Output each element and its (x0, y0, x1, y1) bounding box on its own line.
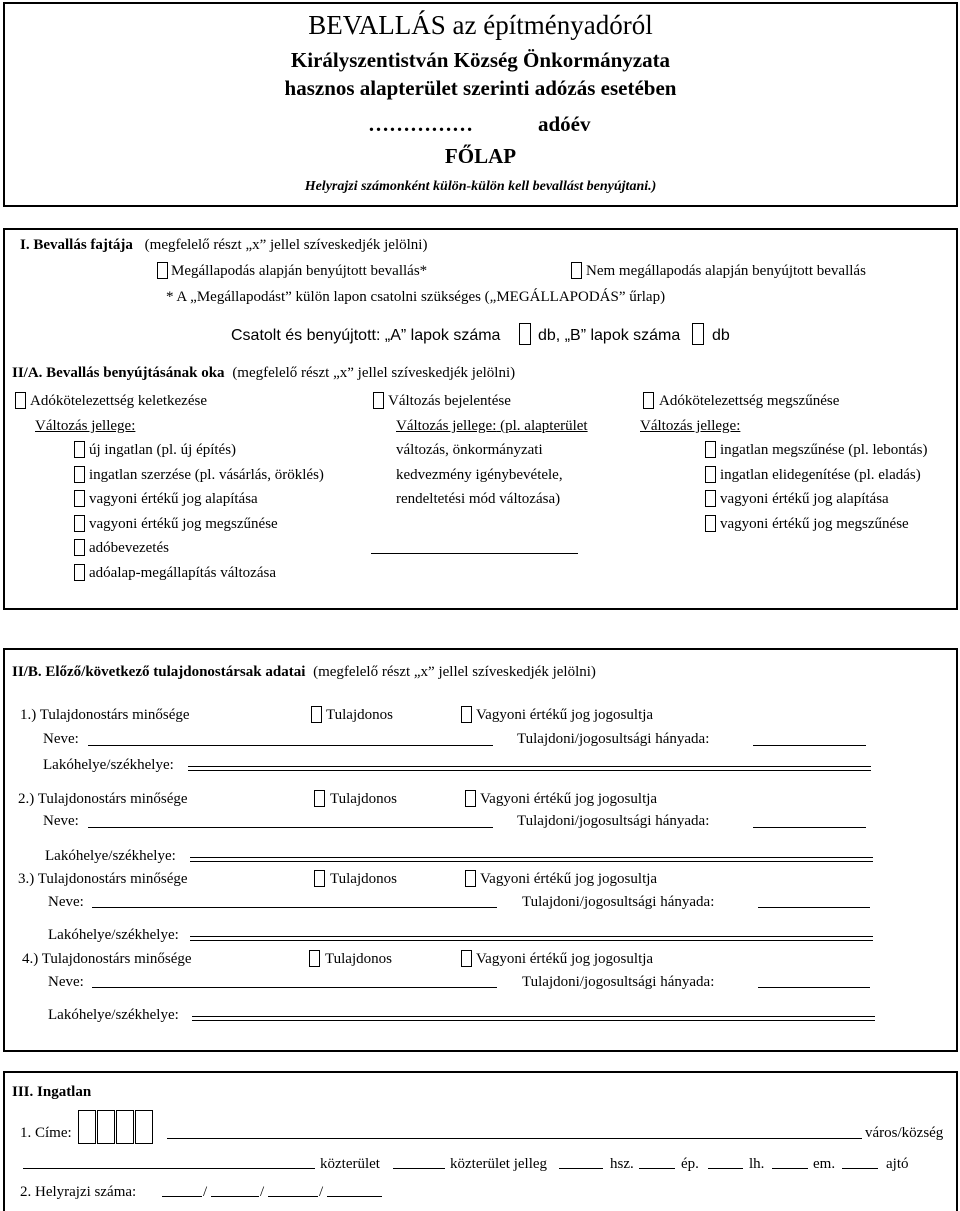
tax-introduction-label: adóbevezetés (89, 540, 169, 556)
lot-separator-3: / (319, 1184, 324, 1200)
change-report-checkbox[interactable] (373, 392, 384, 409)
section2a-heading (12, 364, 515, 382)
owner4-right-holder-label: Vagyoni értékű jog jogosultja (476, 951, 654, 967)
lot-part-2[interactable] (211, 1196, 259, 1197)
owner3-owner-checkbox[interactable] (314, 870, 325, 887)
owner2-label: 2.) Tulajdonostárs minősége (18, 791, 188, 807)
col3-right-establishment-label: vagyoni értékű jog alapítása (720, 491, 889, 507)
door-field[interactable] (842, 1168, 878, 1169)
lot-part-3[interactable] (268, 1196, 318, 1197)
building-label: ép. (681, 1156, 699, 1172)
b-sheets-count-box[interactable] (692, 323, 704, 345)
owner3-label: 3.) Tulajdonostárs minősége (18, 871, 188, 887)
tax-year-dots: …………… (368, 112, 473, 136)
col2-fill-line[interactable] (371, 553, 578, 554)
owner1-address-field[interactable] (188, 766, 871, 771)
owner3-right-holder-label: Vagyoni értékű jog jogosultja (480, 871, 658, 887)
building-field[interactable] (639, 1168, 675, 1169)
right-termination-label: vagyoni értékű jog megszűnése (89, 516, 278, 532)
property-sale-checkbox[interactable] (705, 466, 716, 483)
owner3-right-holder-checkbox[interactable] (465, 870, 476, 887)
owner2-name-label: Neve: (43, 813, 79, 829)
owner4-owner-label: Tulajdonos (325, 951, 392, 967)
col2-change-type-label: Változás jellege: (396, 418, 497, 434)
a-sheets-count-box[interactable] (519, 323, 531, 345)
attached-db-label: db (712, 327, 730, 344)
right-establishment-label: vagyoni értékű jog alapítása (89, 491, 258, 507)
lot-separator-2: / (260, 1184, 265, 1200)
agreement-option-label: Megállapodás alapján benyújtott bevallás* (171, 263, 428, 279)
owner4-address-field[interactable] (192, 1016, 875, 1021)
lot-part-4[interactable] (327, 1196, 382, 1197)
owner3-address-label: Lakóhelye/székhelye: (48, 927, 179, 943)
house-number-field[interactable] (559, 1168, 603, 1169)
zip-digit-1[interactable] (78, 1110, 96, 1144)
col3-right-establishment-checkbox[interactable] (705, 490, 716, 507)
owner4-name-label: Neve: (48, 974, 84, 990)
non-agreement-checkbox[interactable] (571, 262, 582, 279)
floor-field[interactable] (772, 1168, 808, 1169)
agreement-footnote: * A „Megállapodást” külön lapon csatolni szükséges („MEGÁLLAPODÁS” űrlap) (166, 289, 666, 305)
address-label: 1. Címe: (20, 1125, 72, 1141)
city-label: város/község (865, 1125, 944, 1141)
street-label: közterület (320, 1156, 380, 1172)
owner2-share-label: Tulajdoni/jogosultsági hányada: (517, 813, 710, 829)
owner2-address-label: Lakóhelye/székhelye: (45, 848, 176, 864)
owner4-name-field[interactable] (92, 987, 497, 988)
owner3-share-field[interactable] (758, 907, 870, 908)
property-demolition-checkbox[interactable] (705, 441, 716, 458)
owner4-address-label: Lakóhelye/székhelye: (48, 1007, 179, 1023)
attached-a-label: Csatolt és benyújtott: „A” lapok száma (231, 327, 501, 344)
owner1-name-label: Neve: (43, 731, 79, 747)
col3-right-termination-label: vagyoni értékű jog megszűnése (720, 516, 909, 532)
lot-number-label: 2. Helyrajzi száma: (20, 1184, 137, 1200)
col2-change-type (396, 417, 588, 435)
right-termination-checkbox[interactable] (74, 515, 85, 532)
owner4-owner-checkbox[interactable] (309, 950, 320, 967)
owner1-name-field[interactable] (88, 745, 493, 746)
col3-change-type-label: Változás jellege: (640, 418, 741, 434)
obligation-start-checkbox[interactable] (15, 392, 26, 409)
zip-digit-3[interactable] (116, 1110, 134, 1144)
municipality-line: Királyszentistván Község Önkormányzata (290, 48, 671, 72)
stairs-field[interactable] (708, 1168, 743, 1169)
owner4-share-label: Tulajdoni/jogosultsági hányada: (522, 974, 715, 990)
subtitle-line: hasznos alapterület szerinti adózás esetében (284, 76, 677, 100)
property-acquisition-label: ingatlan szerzése (pl. vásárlás, öröklés) (89, 467, 324, 483)
obligation-start-label: Adókötelezettség keletkezése (30, 393, 207, 409)
lot-separator-1: / (203, 1184, 208, 1200)
lot-part-1[interactable] (162, 1196, 202, 1197)
change-report-label: Változás bejelentése (388, 393, 511, 409)
col1-change-type-label: Változás jellege: (35, 418, 136, 434)
zip-code-boxes[interactable] (78, 1110, 154, 1144)
main-sheet-label: FŐLAP (444, 144, 517, 168)
property-acquisition-checkbox[interactable] (74, 466, 85, 483)
city-field[interactable] (167, 1138, 862, 1139)
section2b-heading-rest: (megfelelő részt „x” jellel szíveskedjék jelölni) (313, 664, 596, 680)
new-property-checkbox[interactable] (74, 441, 85, 458)
section2b-heading (12, 663, 596, 681)
col2-line-1: változás, önkormányzati (396, 442, 543, 458)
owner2-address-field[interactable] (190, 857, 873, 862)
attached-b-label: db, „B” lapok száma (538, 327, 681, 344)
section2a-heading-bold: II/A. Bevallás benyújtásának oka (12, 365, 225, 381)
owner1-right-holder-label: Vagyoni értékű jog jogosultja (476, 707, 654, 723)
non-agreement-option-label: Nem megállapodás alapján benyújtott bevallás (586, 263, 866, 279)
owner1-owner-label: Tulajdonos (326, 707, 393, 723)
tax-base-change-checkbox[interactable] (74, 564, 85, 581)
owner2-right-holder-checkbox[interactable] (465, 790, 476, 807)
col2-line-3: rendeltetési mód változása) (396, 491, 561, 507)
section1-heading-bold: I. Bevallás fajtája (20, 237, 133, 253)
street-field[interactable] (23, 1168, 315, 1169)
section1-heading (20, 236, 427, 254)
owner2-owner-checkbox[interactable] (314, 790, 325, 807)
col2-line-2: kedvezmény igénybevétele, (396, 467, 563, 483)
owner1-label: 1.) Tulajdonostárs minősége (20, 707, 190, 723)
section2b-heading-bold: II/B. Előző/következő tulajdonostársak adatai (12, 664, 306, 680)
owner2-name-field[interactable] (88, 827, 493, 828)
street-type-label: közterület jelleg (450, 1156, 548, 1172)
agreement-checkbox[interactable] (157, 262, 168, 279)
stairs-label: lh. (749, 1156, 765, 1172)
owner4-right-holder-checkbox[interactable] (461, 950, 472, 967)
owner3-share-label: Tulajdoni/jogosultsági hányada: (522, 894, 715, 910)
owner4-share-field[interactable] (758, 987, 870, 988)
new-property-label: új ingatlan (pl. új építés) (89, 442, 237, 458)
header-note: Helyrajzi számonként külön-külön kell bevallást benyújtani.) (304, 179, 657, 194)
section2a-heading-rest: (megfelelő részt „x” jellel szíveskedjék jelölni) (232, 365, 516, 381)
obligation-end-checkbox[interactable] (643, 392, 654, 409)
street-type-field[interactable] (393, 1168, 445, 1169)
owner2-right-holder-label: Vagyoni értékű jog jogosultja (480, 791, 658, 807)
owner3-address-field[interactable] (190, 936, 873, 941)
owner2-owner-label: Tulajdonos (330, 791, 397, 807)
door-label: ajtó (886, 1156, 909, 1172)
owner3-owner-label: Tulajdonos (330, 871, 397, 887)
property-demolition-label: ingatlan megszűnése (pl. lebontás) (720, 442, 928, 458)
owner4-label: 4.) Tulajdonostárs minősége (22, 951, 192, 967)
owner2-share-field[interactable] (753, 827, 866, 828)
right-establishment-checkbox[interactable] (74, 490, 85, 507)
owner3-name-field[interactable] (92, 907, 497, 908)
floor-label: em. (813, 1156, 836, 1172)
obligation-end-label: Adókötelezettség megszűnése (659, 393, 840, 409)
zip-digit-4[interactable] (135, 1110, 153, 1144)
tax-introduction-checkbox[interactable] (74, 539, 85, 556)
form-title: BEVALLÁS az építményadóról (308, 10, 653, 40)
owner1-right-holder-checkbox[interactable] (461, 706, 472, 723)
owner1-owner-checkbox[interactable] (311, 706, 322, 723)
owner1-share-label: Tulajdoni/jogosultsági hányada: (517, 731, 710, 747)
owner3-name-label: Neve: (48, 894, 84, 910)
col2-change-type-rest: (pl. alapterület (496, 418, 588, 434)
section3-heading: III. Ingatlan (12, 1084, 92, 1100)
house-number-label: hsz. (610, 1156, 634, 1172)
owner1-share-field[interactable] (753, 745, 866, 746)
tax-year-label: adóév (538, 112, 591, 136)
zip-digit-2[interactable] (97, 1110, 115, 1144)
col3-right-termination-checkbox[interactable] (705, 515, 716, 532)
section1-heading-rest: (megfelelő részt „x” jellel szíveskedjék jelölni) (144, 237, 428, 253)
tax-base-change-label: adóalap-megállapítás változása (89, 565, 276, 581)
property-sale-label: ingatlan elidegenítése (pl. eladás) (720, 467, 921, 483)
owner1-address-label: Lakóhelye/székhelye: (43, 757, 174, 773)
